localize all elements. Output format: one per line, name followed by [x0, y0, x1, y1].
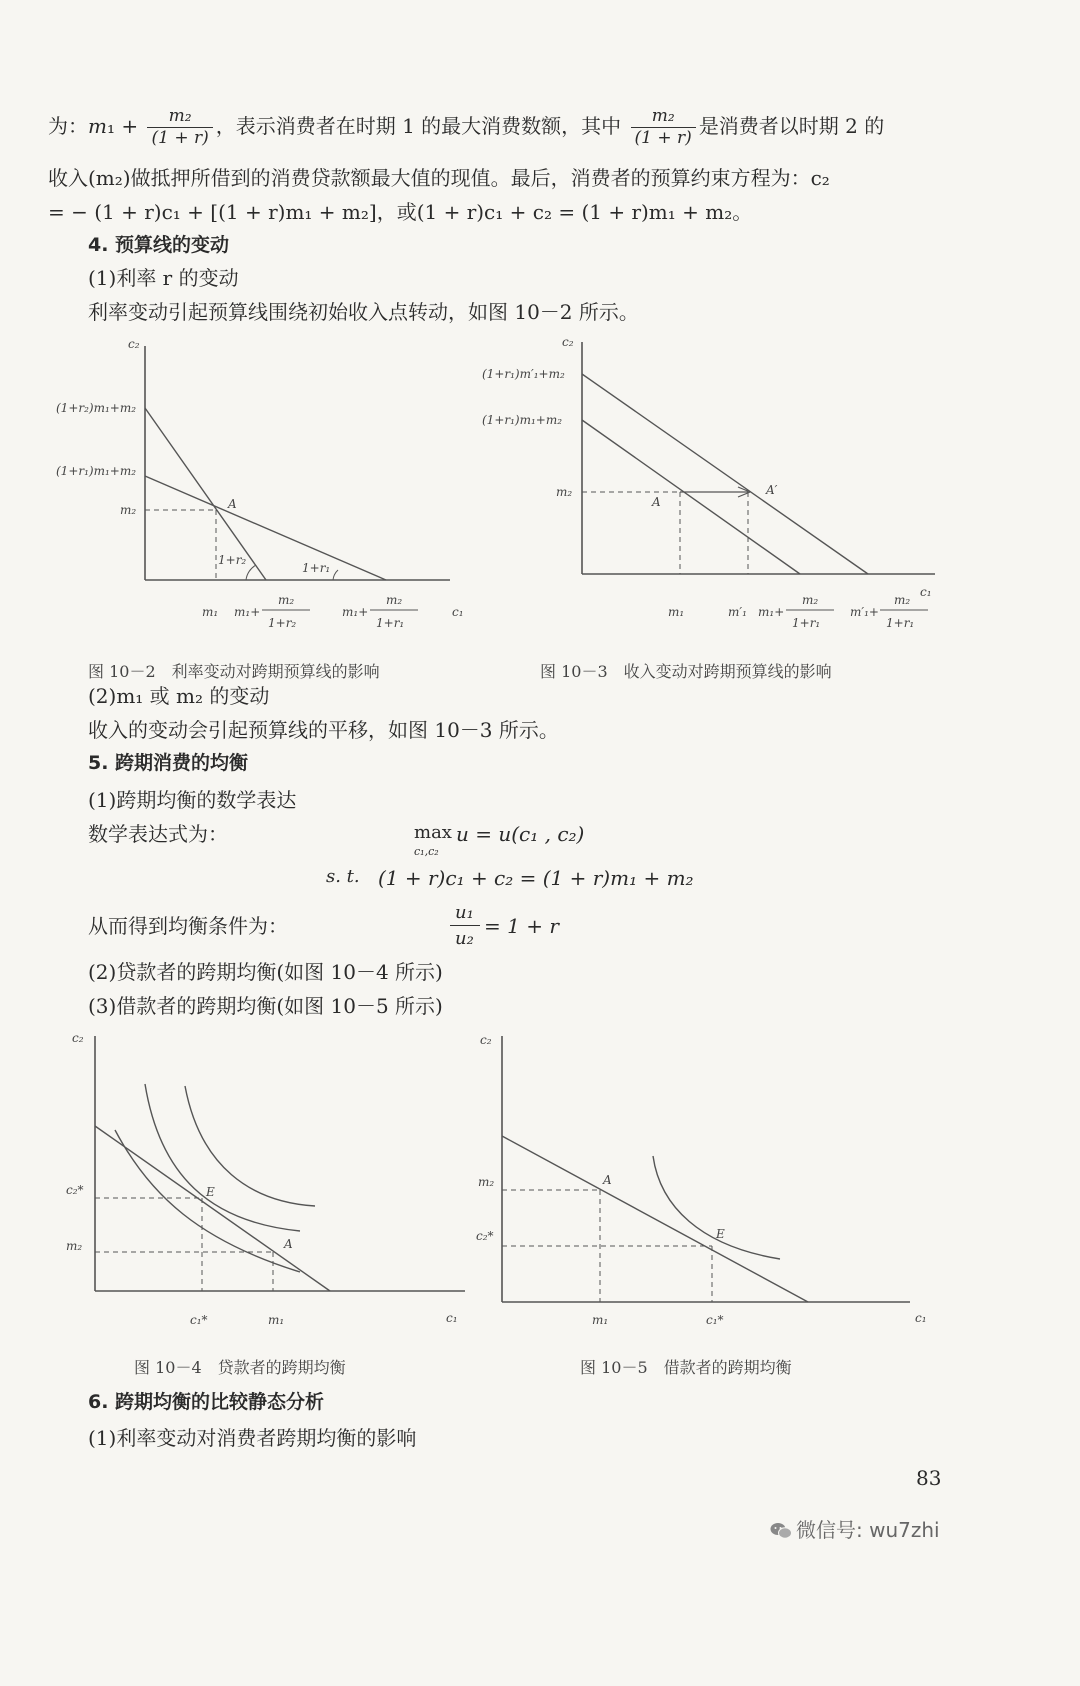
fig2-ytop-label: (1+r₂)m₁+m₂ — [56, 401, 137, 415]
fig3-c2-label: c₂ — [562, 335, 574, 349]
fig2-x2-den: 1+r₂ — [268, 616, 297, 630]
section-6-sub1: (1)利率变动对消费者跨期均衡的影响 — [88, 1426, 417, 1450]
fig2-x2-num: m₂ — [278, 593, 295, 607]
para1-line3: = − (1 + r)c₁ + [(1 + r)m₁ + m₂]，或(1 + r)c₁ + c₂ = (1 + r)m₁ + m₂。 — [48, 200, 753, 224]
section-5-sub2: (2)贷款者的跨期均衡(如图 10－4 所示) — [88, 960, 443, 984]
fig5-point-A: A — [603, 1173, 612, 1187]
fig5-point-E: E — [716, 1227, 725, 1241]
fig2-m1-label: m₁ — [202, 605, 219, 619]
condition-rhs: = 1 + r — [484, 914, 559, 938]
fig5-m1-label: m₁ — [592, 1313, 609, 1327]
fig2-ymid-label: (1+r₁)m₁+m₂ — [56, 464, 137, 478]
fig2-caption: 图 10－2 利率变动对跨期预算线的影响 — [88, 662, 380, 681]
fig3-x2-num: m₂ — [894, 593, 911, 607]
para1-line2: 收入(m₂)做抵押所借到的消费贷款额最大值的现值。最后，消费者的预算约束方程为：c₂ — [48, 166, 830, 190]
section-4-text2: 收入的变动会引起预算线的平移，如图 10－3 所示。 — [88, 718, 559, 742]
fig2-x3-num: m₂ — [386, 593, 403, 607]
section-4-text1: 利率变动引起预算线围绕初始收入点转动，如图 10－2 所示。 — [88, 300, 639, 324]
fig3-m1p-label: m′₁ — [728, 605, 747, 619]
condition-numerator: u₁ — [455, 902, 474, 923]
svg-text:m₁+: m₁+ — [758, 605, 785, 619]
fig3-x-num: m₂ — [802, 593, 819, 607]
fig5-caption: 图 10－5 借款者的跨期均衡 — [580, 1358, 792, 1377]
figure-10-5 — [470, 1026, 927, 1336]
fig5-c1-label: c₁ — [915, 1311, 927, 1325]
condition-denominator: u₂ — [455, 928, 474, 949]
fig3-x2-den: 1+r₁ — [886, 616, 915, 630]
page-number: 83 — [916, 1466, 942, 1490]
svg-text:m₁+: m₁+ — [234, 605, 261, 619]
section-4-sub2: (2)m₁ 或 m₂ 的变动 — [88, 684, 270, 708]
wechat-watermark: 微信号: wu7zhi — [770, 1514, 940, 1543]
fig3-ytop-label: (1+r₁)m′₁+m₂ — [482, 367, 565, 381]
section-5-heading: 5. 跨期消费的均衡 — [88, 752, 249, 774]
st-label: s. t. — [326, 866, 360, 887]
section-5-sub1: (1)跨期均衡的数学表达 — [88, 788, 297, 812]
fig3-m2-label: m₂ — [556, 485, 573, 499]
fig2-c2-label: c₂ — [128, 337, 140, 351]
fig4-c1star-label: c₁* — [190, 1313, 208, 1327]
fig3-caption: 图 10－3 收入变动对跨期预算线的影响 — [540, 662, 832, 681]
fig4-point-E: E — [206, 1185, 215, 1199]
section-4-heading: 4. 预算线的变动 — [88, 234, 230, 256]
fig2-x3-den: 1+r₁ — [376, 616, 405, 630]
svg-text:m′₁+: m′₁+ — [850, 605, 879, 619]
figure-10-3 — [480, 334, 940, 654]
fig3-point-A: A — [652, 495, 661, 509]
fig2-m2-label: m₂ — [120, 503, 137, 517]
svg-text:m₁+: m₁+ — [342, 605, 369, 619]
fig5-m2-label: m₂ — [478, 1175, 495, 1189]
section-4-sub1: (1)利率 r 的变动 — [88, 266, 239, 290]
section-5-lead: 数学表达式为： — [88, 822, 228, 846]
objective-function: u = u(c₁ , c₂) — [456, 822, 585, 846]
fig3-x-den: 1+r₁ — [792, 616, 821, 630]
constraint-equation: (1 + r)c₁ + c₂ = (1 + r)m₁ + m₂ — [378, 866, 694, 890]
fig2-angle-r2: 1+r₂ — [218, 553, 247, 567]
fig5-c2-label: c₂ — [480, 1033, 492, 1047]
para1-line1: 为：m₁ + $\frac{\text{m₂}}{(1 + r)}$ ，表示消费者在时期 1 的最大消费数额，其中 $\frac{\text{m₂}}{(1 + r)}$ 是消费者以时期 2 的 — [48, 106, 885, 148]
fig2-point-A: A — [228, 497, 237, 511]
fig4-caption: 图 10－4 贷款者的跨期均衡 — [134, 1358, 346, 1377]
section-6-heading: 6. 跨期均衡的比较静态分析 — [88, 1391, 325, 1413]
fig4-point-A: A — [284, 1237, 293, 1251]
condition-fraction-bar — [450, 925, 480, 926]
figure-10-4 — [60, 1026, 490, 1336]
fig4-c2star-label: c₂* — [66, 1183, 84, 1197]
fig5-c2star-label: c₂* — [476, 1229, 494, 1243]
fig2-c1-label: c₁ — [452, 605, 464, 619]
fraction-1: $\frac{\text{m₂}}{(1 + r)}$ — [147, 108, 212, 147]
figure-10-2 — [48, 338, 488, 658]
fig3-point-A-prime: A′ — [766, 483, 778, 497]
fig2-angle-r1: 1+r₁ — [302, 561, 331, 575]
fig4-c2-label: c₂ — [72, 1031, 84, 1045]
fraction-2: $\frac{\text{m₂}}{(1 + r)}$ — [631, 108, 696, 147]
fig4-m2-label: m₂ — [66, 1239, 83, 1253]
section-5-lead2: 从而得到均衡条件为： — [88, 914, 288, 938]
section-5-sub3: (3)借款者的跨期均衡(如图 10－5 所示) — [88, 994, 443, 1018]
fig5-c1star-label: c₁* — [706, 1313, 724, 1327]
fig4-m1-label: m₁ — [268, 1313, 285, 1327]
fig3-ymid-label: (1+r₁)m₁+m₂ — [482, 413, 563, 427]
max-subscript: c₁,c₂ — [414, 845, 439, 858]
fig4-c1-label: c₁ — [446, 1311, 458, 1325]
fig3-c1-label: c₁ — [920, 585, 932, 599]
max-operator: max — [414, 822, 452, 843]
wechat-icon — [770, 1522, 792, 1540]
fig3-m1-label: m₁ — [668, 605, 685, 619]
